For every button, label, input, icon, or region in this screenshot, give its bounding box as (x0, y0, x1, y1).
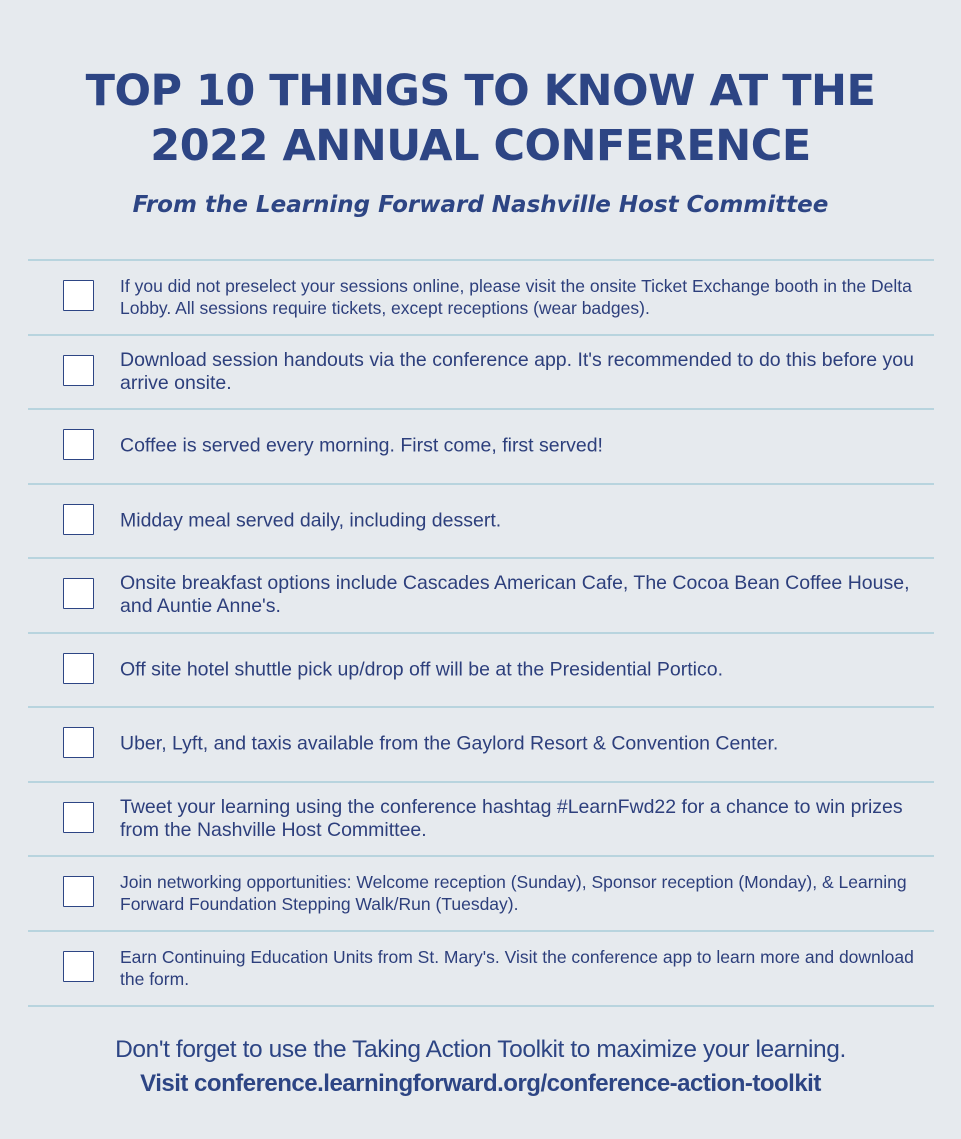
checklist-item (28, 259, 934, 334)
checkbox[interactable] (63, 280, 94, 311)
checkbox[interactable] (63, 578, 94, 609)
footer-reminder: Don't forget to use the Taking Action Toolkit to maximize your learning. (115, 1036, 846, 1063)
page-subtitle: From the Learning Forward Nashville Host Committee (132, 192, 829, 218)
checklist-item (28, 408, 934, 483)
checklist-item (28, 557, 934, 632)
checklist-item-text: Coffee is served every morning. First come, first served! (120, 434, 603, 457)
checklist-item (28, 930, 934, 1007)
page-title (0, 64, 961, 174)
checkbox[interactable] (63, 504, 94, 535)
checkbox[interactable] (63, 802, 94, 833)
checkbox[interactable] (63, 429, 94, 460)
checklist-item (28, 781, 934, 856)
checklist-item (28, 334, 934, 409)
checkbox[interactable] (63, 727, 94, 758)
checklist-item-text: Download session handouts via the conference app. It's recommended to do this before you arrive onsite. (120, 348, 914, 394)
checkbox[interactable] (63, 951, 94, 982)
checklist-item (28, 706, 934, 781)
checklist-item (28, 483, 934, 558)
checklist-item-text: Join networking opportunities: Welcome reception (Sunday), Sponsor reception (Monday), & Learning Forward Foundation Stepping Walk/Run (Tuesday). (120, 872, 907, 915)
checklist-item-text: Off site hotel shuttle pick up/drop off will be at the Presidential Portico. (120, 658, 724, 681)
checkbox[interactable] (63, 876, 94, 907)
checkbox[interactable] (63, 355, 94, 386)
checklist-item-text: If you did not preselect your sessions online, please visit the onsite Ticket Exchange booth in the Delta Lobby. All sessions require tickets, except receptions (wear badges). (120, 276, 912, 319)
title-line-2: 2022 ANNUAL CONFERENCE (150, 121, 811, 171)
checklist-item-text: Uber, Lyft, and taxis available from the Gaylord Resort & Convention Center. (120, 732, 779, 755)
checklist-item-text: Midday meal served daily, including dessert. (120, 509, 502, 532)
checklist-item-text: Onsite breakfast options include Cascades American Cafe, The Cocoa Bean Coffee House, and Auntie Anne's. (120, 572, 910, 618)
title-line-1: TOP 10 THINGS TO KNOW AT THE (85, 66, 876, 116)
checklist-item (28, 855, 934, 930)
checklist-item-text: Earn Continuing Education Units from St. Mary's. Visit the conference app to learn more and download the form. (120, 947, 914, 989)
checklist-item-text: Tweet your learning using the conference hashtag #LearnFwd22 for a chance to win prizes from the Nashville Host Committee. (120, 795, 903, 841)
checkbox[interactable] (63, 653, 94, 684)
footer-link[interactable]: Visit conference.learningforward.org/conference-action-toolkit (140, 1070, 821, 1097)
checklist (28, 259, 934, 1007)
checklist-item (28, 632, 934, 707)
